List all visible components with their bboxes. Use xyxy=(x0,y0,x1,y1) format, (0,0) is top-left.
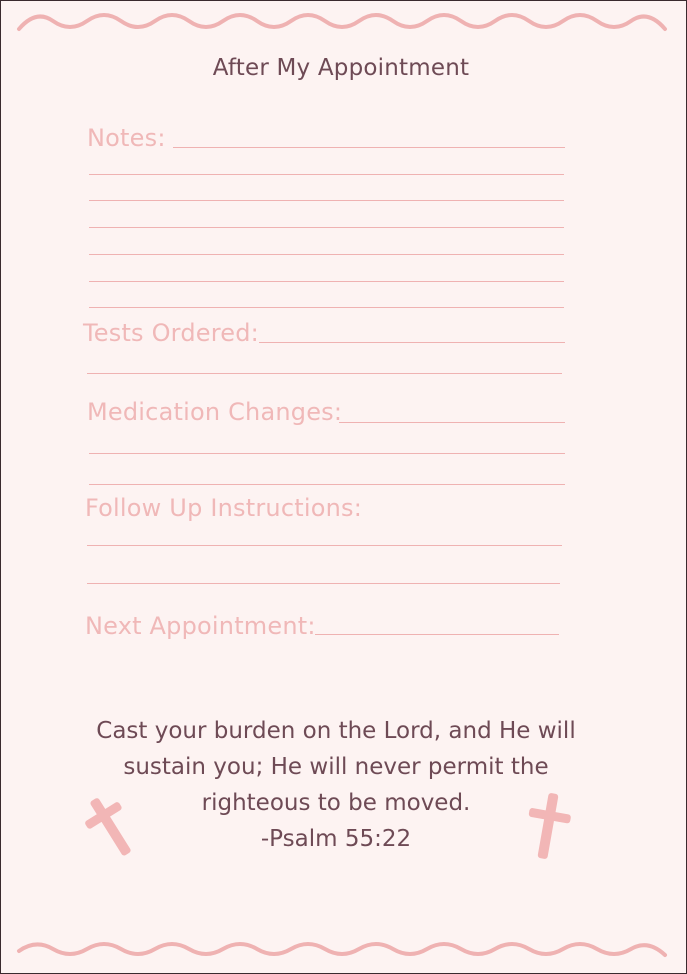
follow-up-label: Follow Up Instructions: xyxy=(85,494,362,522)
follow-up-line[interactable] xyxy=(87,545,562,546)
cross-icon xyxy=(523,791,573,861)
next-appointment-label: Next Appointment: xyxy=(85,612,316,640)
page-title: After My Appointment xyxy=(212,55,470,81)
tests-ordered-line[interactable] xyxy=(259,342,565,343)
tests-ordered-label: Tests Ordered: xyxy=(83,319,259,347)
medication-changes-line[interactable] xyxy=(339,422,565,423)
medication-changes-line[interactable] xyxy=(89,484,565,485)
verse-reference: -Psalm 55:22 xyxy=(260,826,412,852)
notes-line[interactable] xyxy=(89,281,564,282)
notes-line[interactable] xyxy=(89,307,564,308)
notes-line[interactable] xyxy=(173,147,565,148)
verse-line: Cast your burden on the Lord, and He will xyxy=(96,718,576,744)
notes-line[interactable] xyxy=(89,174,564,175)
verse-line: righteous to be moved. xyxy=(201,790,471,816)
follow-up-line[interactable] xyxy=(87,583,560,584)
tests-ordered-line[interactable] xyxy=(87,373,562,374)
bottom-wave-border-icon xyxy=(1,935,686,965)
notes-line[interactable] xyxy=(89,227,564,228)
next-appointment-line[interactable] xyxy=(315,634,559,635)
top-wave-border-icon xyxy=(1,7,686,37)
medication-changes-label: Medication Changes: xyxy=(87,398,343,426)
notes-line[interactable] xyxy=(89,254,564,255)
cross-icon xyxy=(85,791,135,861)
notes-label: Notes: xyxy=(87,124,166,152)
notes-line[interactable] xyxy=(89,200,564,201)
verse-line: sustain you; He will never permit the xyxy=(123,754,549,780)
medication-changes-line[interactable] xyxy=(89,453,565,454)
